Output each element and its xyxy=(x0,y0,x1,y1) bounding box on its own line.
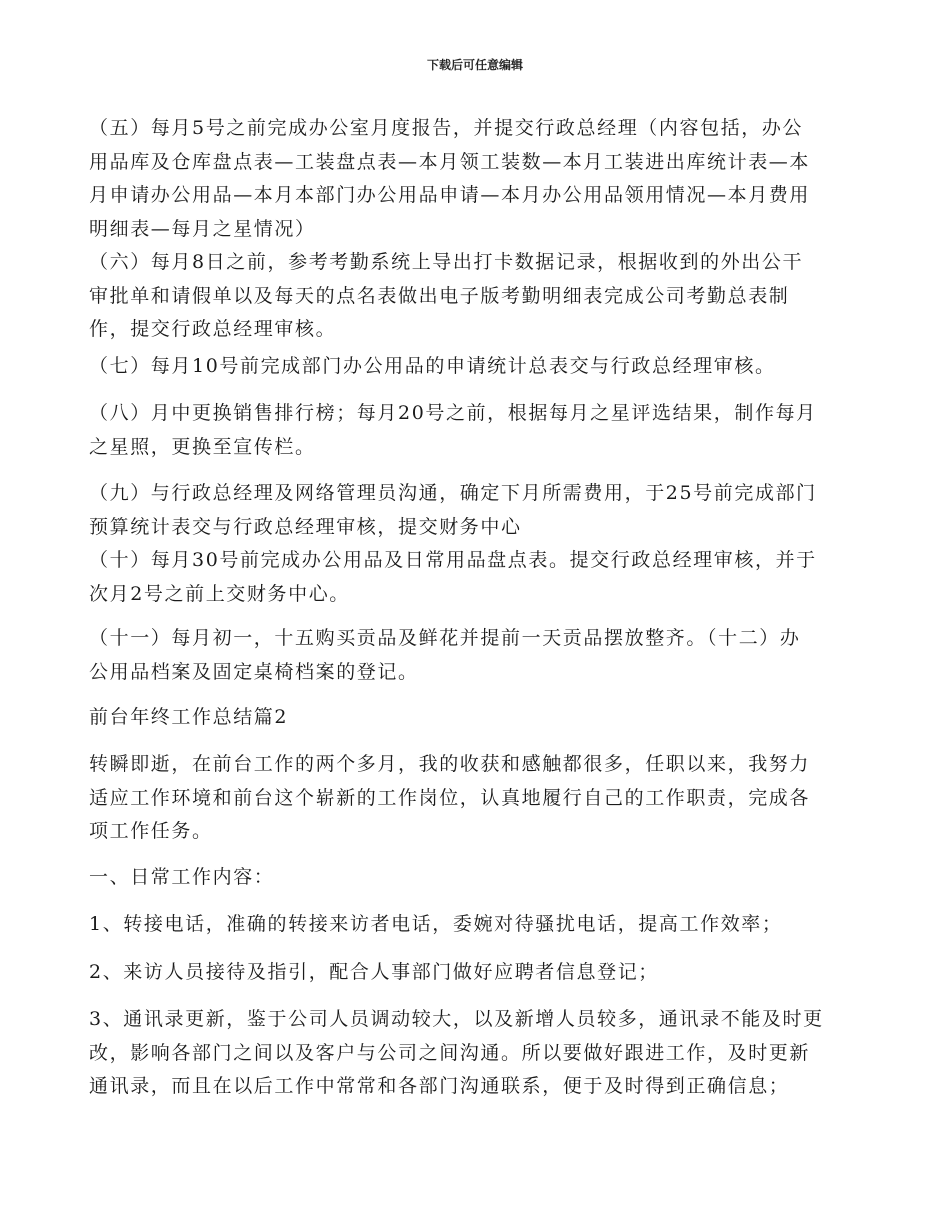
text-line: 改，影响各部门之间以及客户与公司之间沟通。所以要做好跟进工作，及时更新 xyxy=(89,1041,811,1064)
section-title xyxy=(89,701,861,735)
text-line: 前台年终工作总结篇2 xyxy=(89,706,289,728)
text-line: 次月2号之前上交财务中心。 xyxy=(89,582,350,605)
text-line: （十一）每月初一，十五购买贡品及鲜花并提前一天贡品摆放整齐。（十二）办 xyxy=(89,627,801,649)
text-line: 预算统计表交与行政总经理审核，提交财务中心 xyxy=(89,515,522,538)
text-line: 作，提交行政总经理审核。 xyxy=(89,318,337,340)
text-line: （十）每月30号前完成办公用品及日常用品盘点表。提交行政总经理审核，并于 xyxy=(89,549,817,571)
text-line: 通讯录，而且在以后工作中常常和各部门沟通联系，便于及时得到正确信息； xyxy=(89,1075,790,1097)
text-line: 之星照，更换至宣传栏。 xyxy=(89,435,316,458)
text-line: 用品库及仓库盘点表—工装盘点表—本月领工装数—本月工装进出库统计表—本 xyxy=(89,150,811,173)
list-item-2 xyxy=(89,956,861,990)
text-line: （七）每月10号前完成部门办公用品的申请统计总表交与行政总经理审核。 xyxy=(89,355,776,377)
paragraph-items-11-12 xyxy=(89,622,861,689)
paragraph-item-7 xyxy=(89,350,861,384)
text-line: 审批单和请假单以及每天的点名表做出电子版考勤明细表完成公司考勤总表制 xyxy=(89,284,790,307)
text-line: 一、日常工作内容： xyxy=(89,866,275,888)
text-line: 适应工作环境和前台这个崭新的工作岗位，认真地履行自己的工作职责，完成各 xyxy=(89,786,811,809)
paragraph-items-5-6 xyxy=(89,112,861,347)
text-line: （八）月中更换销售排行榜；每月20号之前，根据每月之星评选结果，制作每月 xyxy=(89,402,817,424)
subsection-heading xyxy=(89,861,861,895)
page-header: 下载后可任意编辑 xyxy=(426,58,523,72)
text-line: （五）每月5号之前完成办公室月度报告，并提交行政总经理（内容包括，办公 xyxy=(89,117,804,139)
list-item-1 xyxy=(89,908,861,942)
list-item-3 xyxy=(89,1003,861,1104)
text-line: 月申请办公用品—本月本部门办公用品申请—本月办公用品领用情况—本月费用 xyxy=(89,184,811,206)
text-line: 3、通讯录更新，鉴于公司人员调动较大，以及新增人员较多，通讯录不能及时更 xyxy=(89,1008,824,1030)
text-line: 项工作任务。 xyxy=(89,820,213,842)
text-line: 明细表—每月之星情况） xyxy=(89,217,316,240)
text-line: 1、转接电话，准确的转接来访者电话，委婉对待骚扰电话，提高工作效率； xyxy=(89,913,783,935)
text-line: （九）与行政总经理及网络管理员沟通，确定下月所需费用，于25号前完成部门 xyxy=(89,482,817,504)
text-line: 公用品档案及固定桌椅档案的登记。 xyxy=(89,660,419,683)
text-line: 2、来访人员接待及指引，配合人事部门做好应聘者信息登记； xyxy=(89,961,659,983)
paragraph-intro xyxy=(89,748,861,849)
paragraph-item-8 xyxy=(89,397,861,464)
text-line: 转瞬即逝，在前台工作的两个多月，我的收获和感触都很多，任职以来，我努力 xyxy=(89,753,811,775)
paragraph-items-9-10 xyxy=(89,477,861,611)
text-line: （六）每月8日之前，参考考勤系统上导出打卡数据记录，根据收到的外出公干 xyxy=(89,251,804,273)
